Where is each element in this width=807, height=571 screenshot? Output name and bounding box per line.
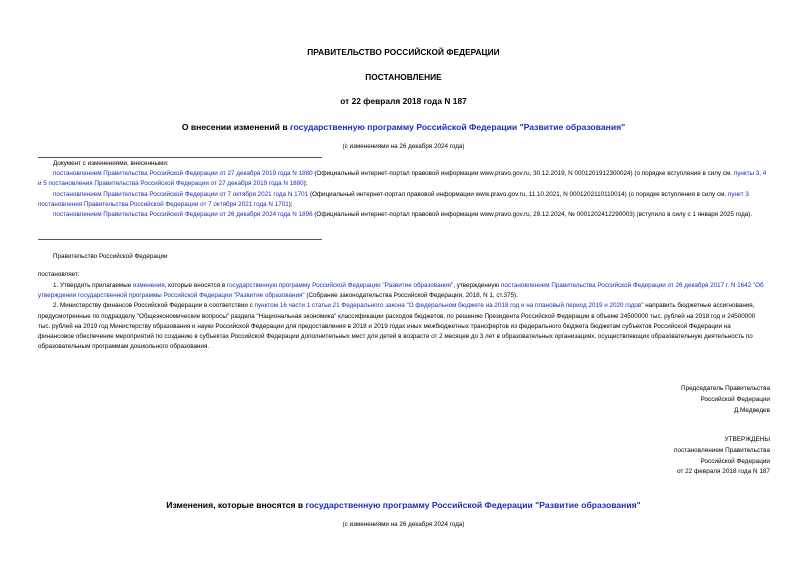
paragraph-1 bbox=[38, 281, 768, 301]
signature-name: Д.Медведев bbox=[733, 406, 770, 414]
approval-block bbox=[674, 435, 770, 478]
signature-country: Российской Федерации bbox=[700, 395, 770, 403]
document-date: от 22 февраля 2018 года N 187 bbox=[340, 96, 467, 106]
annex-title bbox=[0, 500, 807, 510]
amendment-item-2 bbox=[38, 190, 768, 210]
approval-by: постановлением Правительства bbox=[674, 446, 770, 454]
p1-text-4: (Собрание законодательства Российской Федерации, 2018, N 1, ст.375). bbox=[304, 292, 518, 300]
document-type: ПОСТАНОВЛЕНИЕ bbox=[365, 72, 442, 82]
approval-country: Российской Федерации bbox=[700, 457, 770, 465]
amendments-block bbox=[38, 159, 768, 220]
amendment-2-entry-link[interactable]: пункт 3 постановления Правительства Российской Федерации от 7 октября 2021 года N 1701 bbox=[38, 190, 749, 208]
amendment-2-link[interactable]: постановлением Правительства Российской Федерации от 7 октября 2021 года N 1701 bbox=[53, 190, 309, 198]
approval-date: от 22 февраля 2018 года N 187 bbox=[677, 468, 770, 476]
decrees-line: постановляет: bbox=[38, 271, 80, 278]
amendment-1-text: (Официальный интернет-портал правовой информации www.pravo.gov.ru, 30.12.2019, N 0001201912300024) (о порядке вступления в силу см. bbox=[312, 170, 734, 178]
annex-amended-note: (с изменениями на 26 декабря 2024 года) bbox=[342, 521, 465, 528]
p1-program-link[interactable]: государственную программу Российской Федерации "Развитие образования" bbox=[227, 282, 454, 289]
p1-text-1: 1. Утвердить прилагаемые bbox=[53, 282, 133, 289]
p2-law-link[interactable]: пунктом 16 части 1 статьи 21 Федерального закона "О федеральном бюджете на 2018 год и на плановый период 2019 и 2020 годов" bbox=[254, 302, 644, 310]
annex-program-link[interactable]: государственную программу Российской Федерации "Развитие образования" bbox=[305, 500, 641, 510]
p2-text-2: направить бюджетные ассигнования, предусмотренные по подразделу "Общеэкономические вопросы" раздела "Национальная экономика" классификации расходов бюджетов, по решению Президента Российской Федерации в объеме 24500000 тыс. рублей на 2018 год и 24500000 тыс. рублей на 2019 год Министерству образования и науки Российской Федерации для предоставления в 2018 и 2019 годах иных межбюджетных трансфертов из федерального бюджета бюджетам субъектов Российской Федерации на финансовое обеспечение мероприятий по созданию в субъектах Российской Федерации дополнительных мест для детей в возрасте от 2 месяцев до 3 лет в образовательных организациях, осуществляющих образовательную деятельность по образовательным программам дошкольного образования. bbox=[38, 302, 756, 351]
title-prefix: О внесении изменений в bbox=[181, 122, 290, 132]
bottom-divider bbox=[38, 239, 322, 240]
p1-decree-link[interactable]: постановлением Правительства Российской Федерации от 26 декабря 2017 г. N 1642 "Об утверждении государственной программы Российской Федерации "Развитие образования" bbox=[38, 282, 764, 300]
p1-text-2: , которые вносятся в bbox=[164, 282, 228, 289]
issuer-line: Правительство Российской Федерации bbox=[53, 253, 168, 260]
top-divider bbox=[38, 157, 322, 158]
body-text bbox=[38, 281, 768, 352]
amendment-2-tail: ); bbox=[288, 200, 293, 208]
amendment-item-1 bbox=[38, 169, 768, 189]
p1-text-3: , утвержденную bbox=[453, 282, 502, 289]
signature-block bbox=[681, 384, 770, 416]
paragraph-2 bbox=[38, 301, 768, 352]
amendment-3-link[interactable]: постановлением Правительства Российской Федерации от 26 декабря 2024 года N 1896 bbox=[53, 211, 313, 219]
amendment-3-text: (Официальный интернет-портал правовой информации www.pravo.gov.ru, 29.12.2024, № 0001202412290003) (вступило в силу с 1 января 2025 года). bbox=[312, 211, 753, 219]
annex-prefix: Изменения, которые вносятся в bbox=[166, 500, 306, 510]
p2-text-1: 2. Министерству финансов Российской Федерации в соответствии с bbox=[53, 302, 255, 310]
government-heading: ПРАВИТЕЛЬСТВО РОССИЙСКОЙ ФЕДЕРАЦИИ bbox=[307, 47, 500, 57]
amendment-1-tail: ); bbox=[303, 180, 308, 188]
title-program-link[interactable]: государственную программу Российской Федерации "Развитие образования" bbox=[290, 122, 626, 132]
amendments-intro: Документ с изменениями, внесенными: bbox=[53, 160, 169, 167]
document-title bbox=[0, 122, 807, 132]
approval-word: УТВЕРЖДЕНЫ bbox=[724, 436, 770, 443]
amendment-1-entry-link[interactable]: пункты 3, 4 и 5 постановления Правительства Российской Федерации от 27 декабря 2019 года N 1880 bbox=[38, 170, 767, 188]
amendment-2-text: (Официальный интернет-портал правовой информации www.pravo.gov.ru, 11.10.2021, N 0001202110110014) (о порядке вступления в силу см. bbox=[308, 190, 728, 198]
signature-title: Председатель Правительства bbox=[681, 385, 770, 392]
amended-note: (с изменениями на 26 декабря 2024 года) bbox=[342, 143, 465, 150]
amendment-1-link[interactable]: постановлением Правительства Российской Федерации от 27 декабря 2019 года N 1880 bbox=[53, 170, 313, 178]
amendment-item-3 bbox=[38, 210, 768, 220]
p1-changes-link[interactable]: изменения bbox=[133, 282, 165, 289]
